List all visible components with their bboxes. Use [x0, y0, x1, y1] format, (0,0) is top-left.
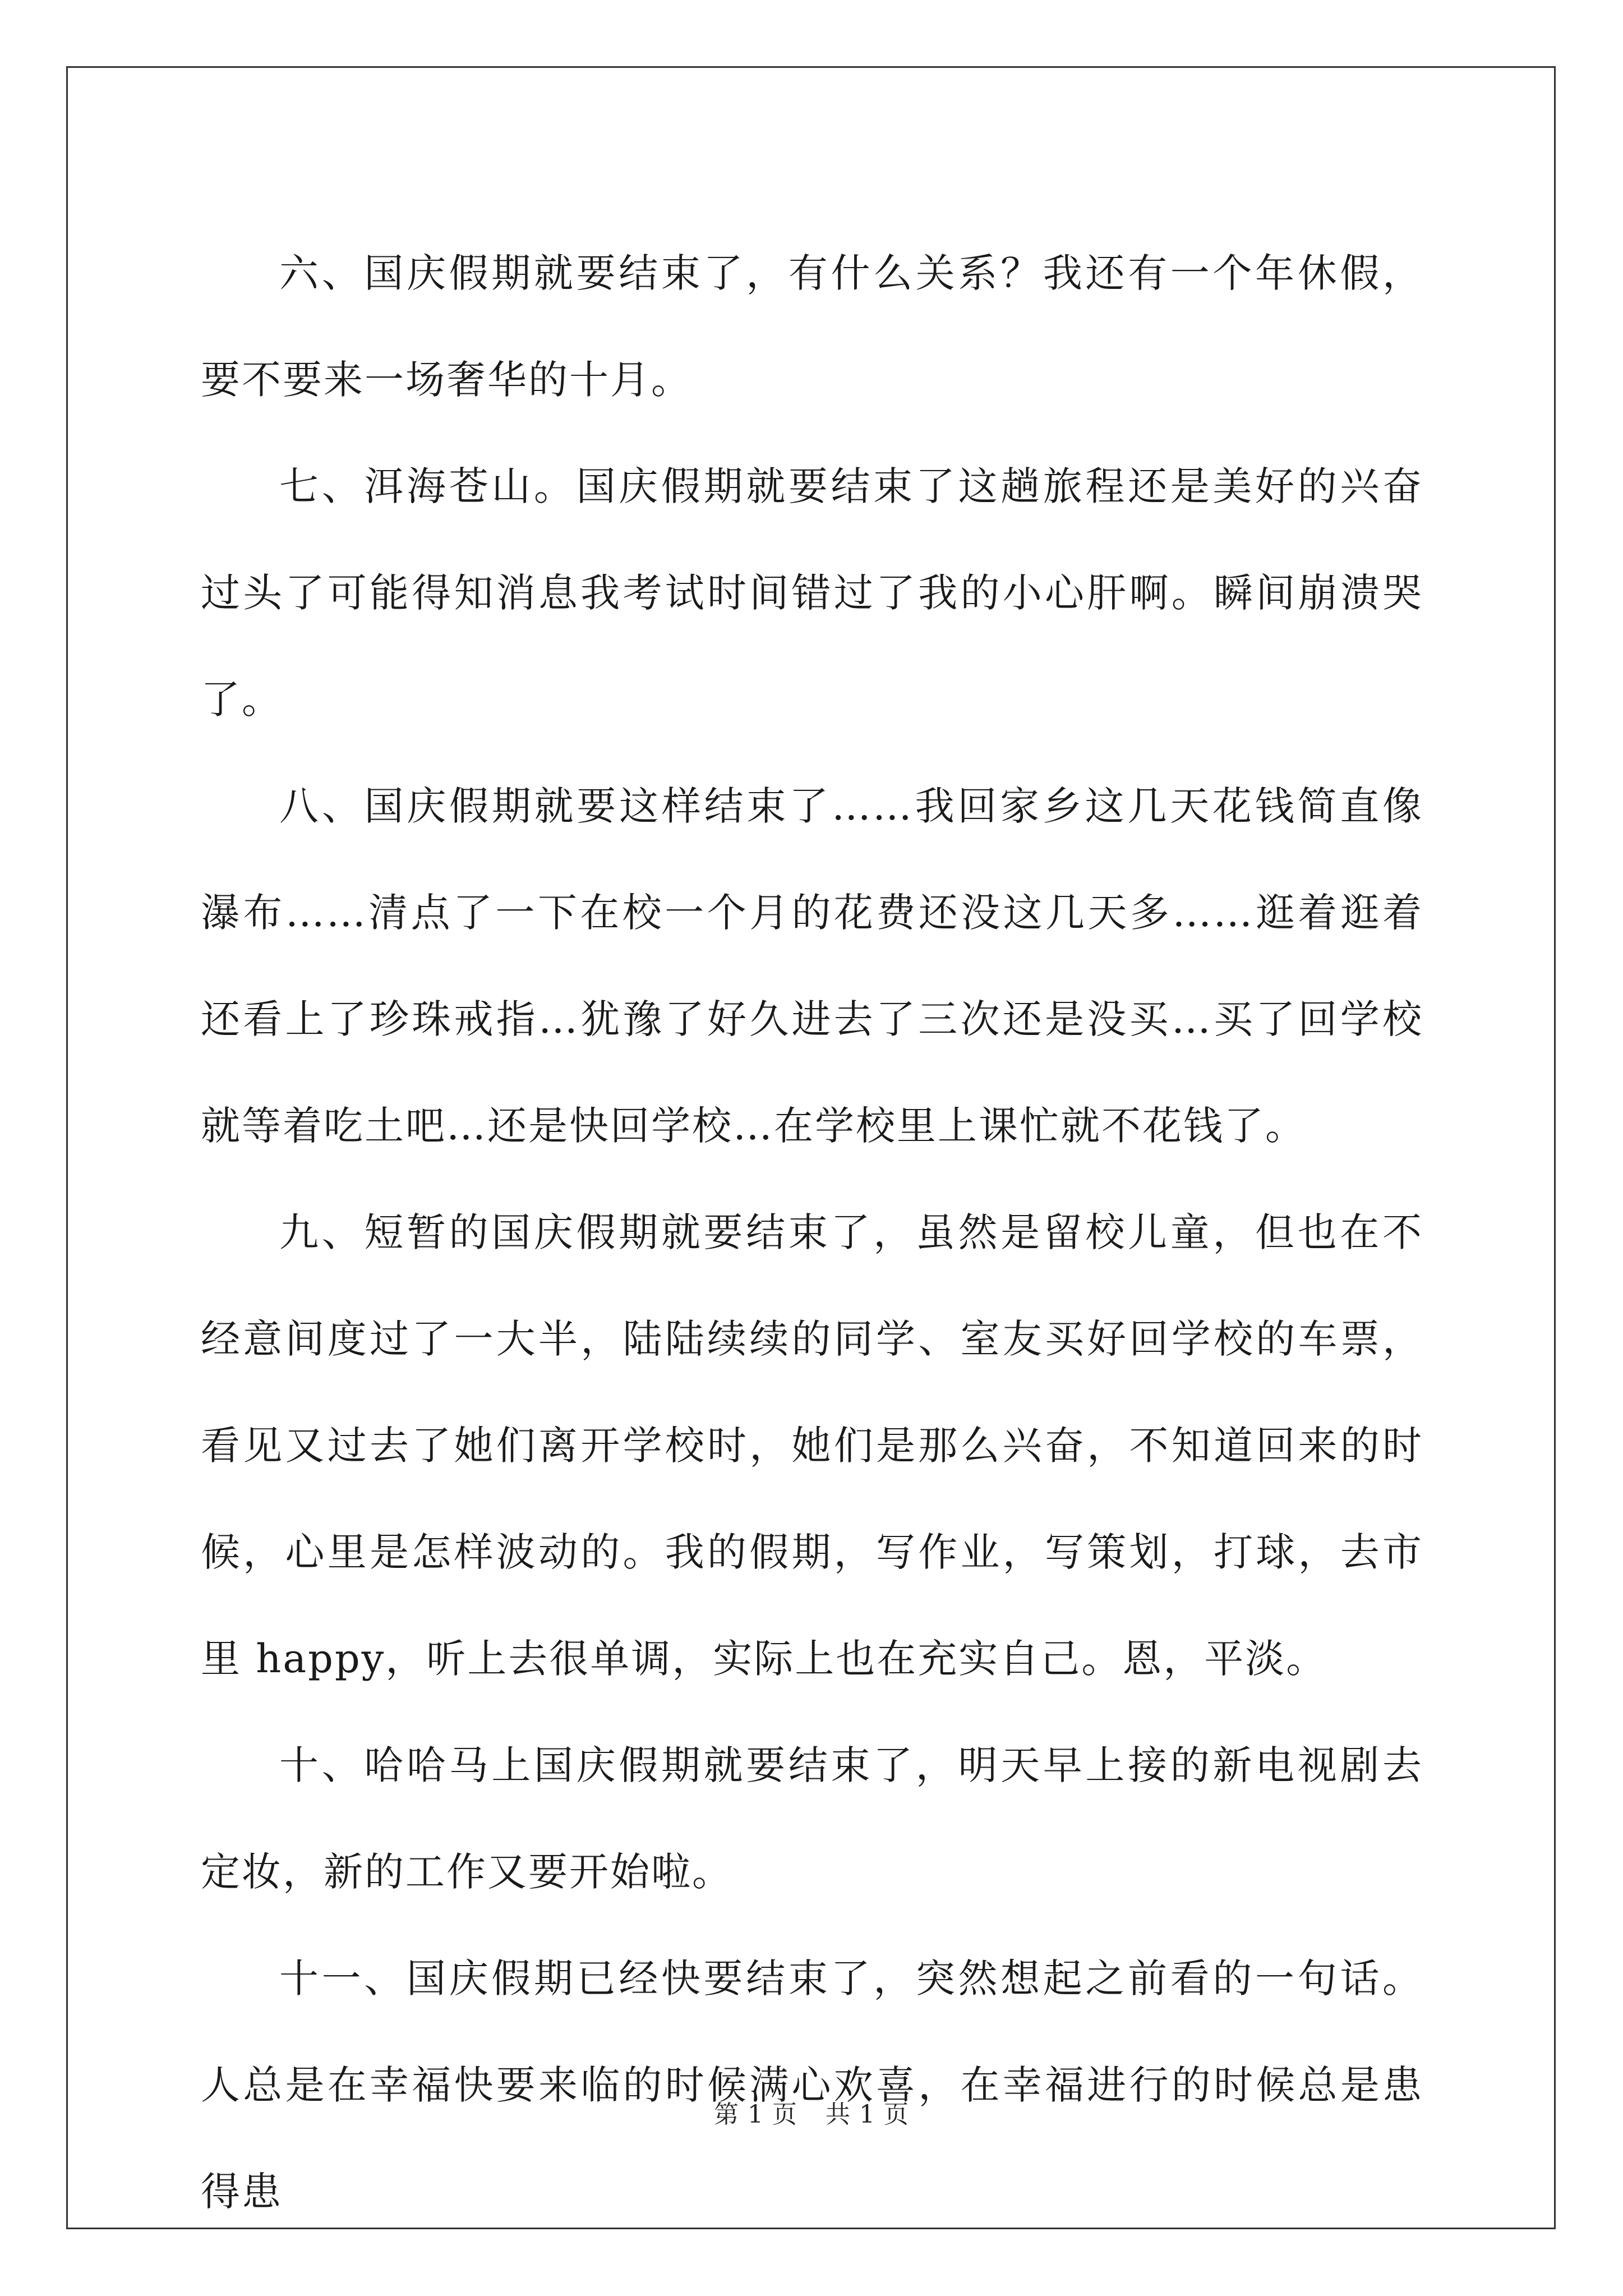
- document-body: [201, 220, 1423, 2245]
- page-footer: [0, 2094, 1623, 2130]
- paragraph-8: 八、国庆假期就要这样结束了……我回家乡这几天花钱简直像瀑布……清点了一下在校一个月的花费还没这几天多……逛着逛着还看上了珍珠戒指…犹豫了好久进去了三次还是没买…买了回学校就等着吃土吧…还是快回学校…在学校里上课忙就不花钱了。: [201, 783, 1423, 1149]
- page-total: 共 1 页: [826, 2100, 909, 2129]
- paragraph-6: 六、国庆假期就要结束了，有什么关系？我还有一个年休假，要不要来一场奢华的十月。: [201, 250, 1423, 403]
- paragraph-10: 十、哈哈马上国庆假期就要结束了，明天早上接的新电视剧去定妆，新的工作又要开始啦。: [201, 1742, 1423, 1895]
- paragraph-9: 九、短暂的国庆假期就要结束了，虽然是留校儿童，但也在不经意间度过了一大半，陆陆续续的同学、室友买好回学校的车票，看见又过去了她们离开学校时，她们是那么兴奋，不知道回来的时候，心里是怎样波动的。我的假期，写作业，写策划，打球，去市里 happy，听上去很单调，实际上也在充实自己。恩，平淡。: [201, 1209, 1423, 1682]
- page-number: 第 1 页: [714, 2100, 797, 2129]
- paragraph-11: 十一、国庆假期已经快要结束了，突然想起之前看的一句话。人总是在幸福快要来临的时候满心欢喜，在幸福进行的时候总是患得患: [201, 1955, 1423, 2215]
- paragraph-7: 七、洱海苍山。国庆假期就要结束了这趟旅程还是美好的兴奋过头了可能得知消息我考试时间错过了我的小心肝啊。瞬间崩溃哭了。: [201, 463, 1423, 723]
